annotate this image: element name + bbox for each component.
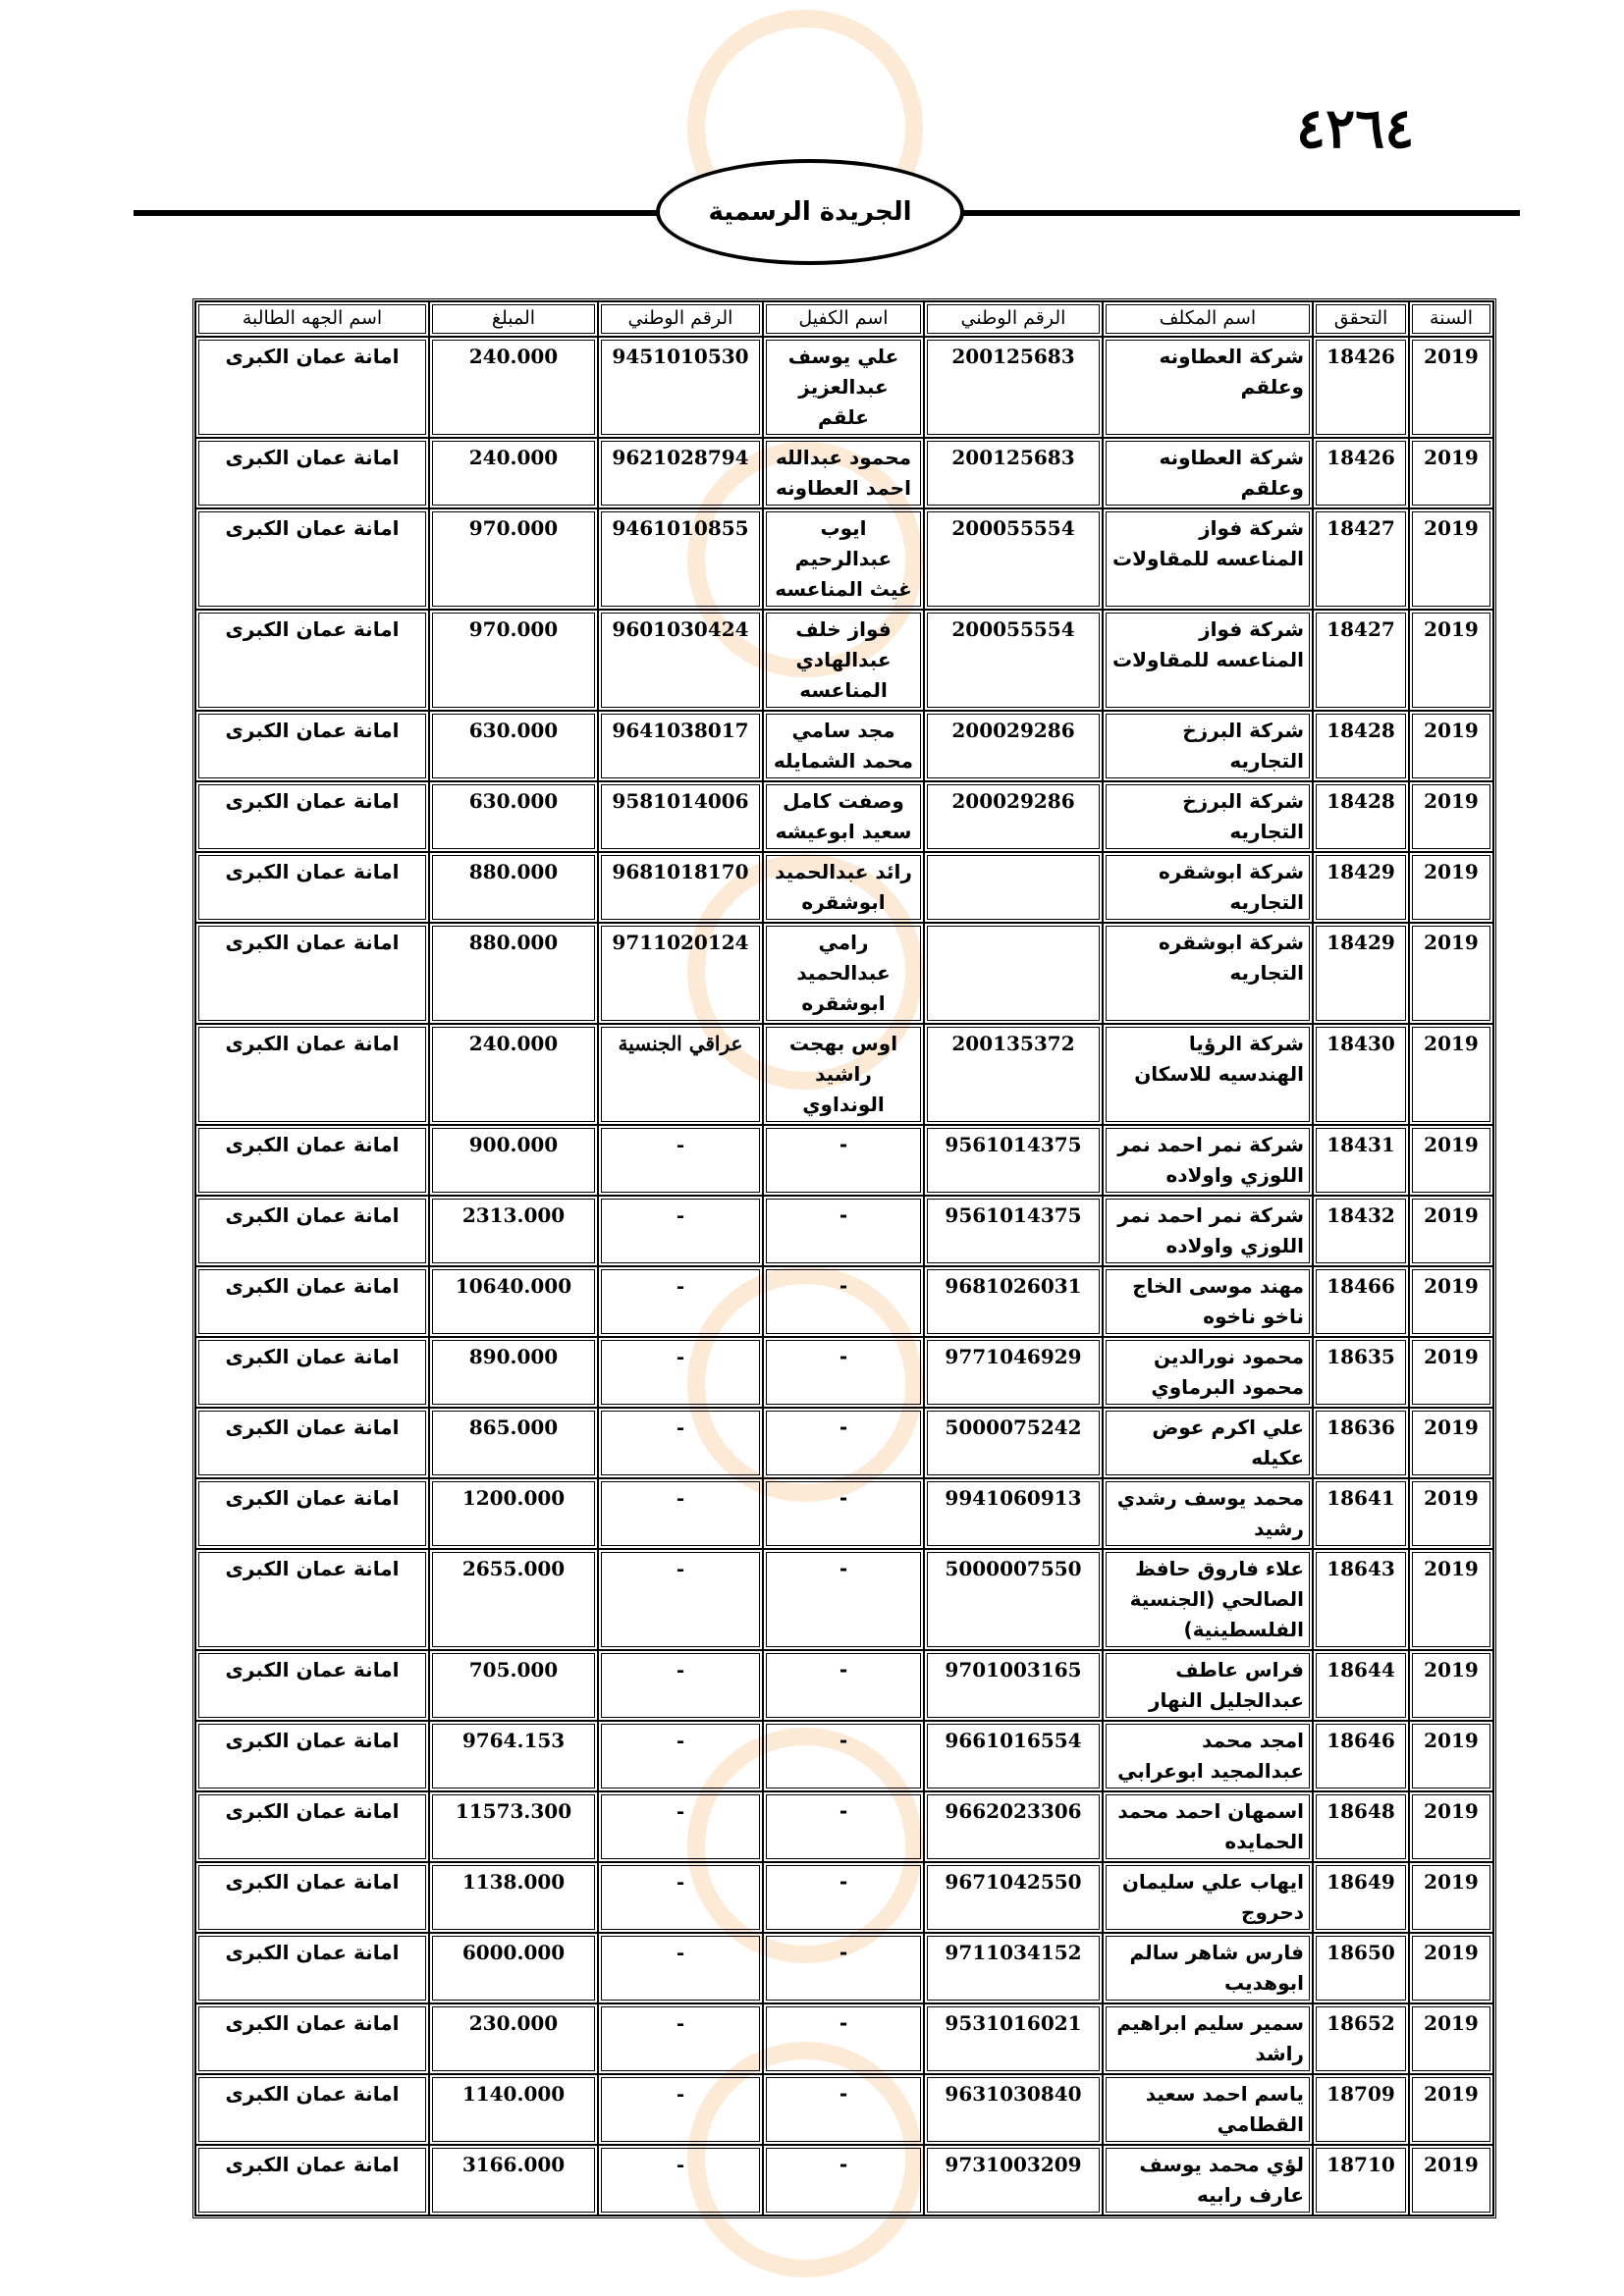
guarantor-name-cell: - — [763, 1933, 924, 2003]
taxpayer-name-cell: ايهاب علي سليمان دحروج — [1103, 1862, 1313, 1933]
amount-cell: 11573.300 — [429, 1791, 598, 1862]
national-id-cell — [924, 852, 1103, 923]
guarantor-national-id-cell: - — [598, 2145, 763, 2216]
year-cell: 2019 — [1409, 2003, 1493, 2074]
table-row — [195, 2145, 1493, 2216]
taxpayer-name-cell: شركة ابوشقره التجاريه — [1103, 852, 1313, 923]
guarantor-national-id-cell: - — [598, 1650, 763, 1721]
amount-cell: 230.000 — [429, 2003, 598, 2074]
verification-cell: 18635 — [1313, 1337, 1409, 1408]
guarantor-name-cell: فواز خلف عبدالهادي المناعسه — [763, 610, 924, 711]
page-number: ٤٢٦٤ — [1296, 96, 1415, 161]
guarantor-name-cell: رامي عبدالحميد ابوشقره — [763, 923, 924, 1024]
taxpayer-name-cell: علاء فاروق حافظ الصالحي (الجنسية الفلسطينية) — [1103, 1549, 1313, 1650]
year-cell: 2019 — [1409, 1933, 1493, 2003]
year-cell: 2019 — [1409, 438, 1493, 508]
year-cell: 2019 — [1409, 2145, 1493, 2216]
verification-cell: 18646 — [1313, 1721, 1409, 1791]
requesting-party-cell: امانة عمان الكبرى — [195, 508, 429, 610]
year-cell: 2019 — [1409, 1862, 1493, 1933]
verification-cell: 18429 — [1313, 852, 1409, 923]
guarantor-name-cell: - — [763, 1721, 924, 1791]
table-row — [195, 1721, 1493, 1791]
taxpayer-name-cell: شركة البرزخ التجاريه — [1103, 781, 1313, 852]
requesting-party-cell: امانة عمان الكبرى — [195, 337, 429, 438]
table-row — [195, 2074, 1493, 2145]
amount-cell: 2655.000 — [429, 1549, 598, 1650]
amount-cell: 1140.000 — [429, 2074, 598, 2145]
requesting-party-cell: امانة عمان الكبرى — [195, 1266, 429, 1337]
verification-cell: 18643 — [1313, 1549, 1409, 1650]
guarantor-national-id-cell: - — [598, 1266, 763, 1337]
table-row — [195, 1862, 1493, 1933]
table-row — [195, 781, 1493, 852]
requesting-party-cell: امانة عمان الكبرى — [195, 2003, 429, 2074]
amount-cell: 240.000 — [429, 438, 598, 508]
amount-cell: 240.000 — [429, 1024, 598, 1125]
year-cell: 2019 — [1409, 1266, 1493, 1337]
year-cell: 2019 — [1409, 2074, 1493, 2145]
amount-cell: 630.000 — [429, 711, 598, 781]
table-row — [195, 923, 1493, 1024]
national-id-cell: 9671042550 — [924, 1862, 1103, 1933]
requesting-party-cell: امانة عمان الكبرى — [195, 923, 429, 1024]
guarantor-name-cell: - — [763, 1650, 924, 1721]
taxpayer-name-cell: ياسم احمد سعيد القطامي — [1103, 2074, 1313, 2145]
requesting-party-cell: امانة عمان الكبرى — [195, 1478, 429, 1549]
taxpayer-name-cell: شركة العطاونه وعلقم — [1103, 337, 1313, 438]
guarantor-national-id-cell: 9461010855 — [598, 508, 763, 610]
requesting-party-cell: امانة عمان الكبرى — [195, 1791, 429, 1862]
table-row — [195, 1125, 1493, 1196]
table-row — [195, 1266, 1493, 1337]
national-id-cell: 9731003209 — [924, 2145, 1103, 2216]
amount-cell: 880.000 — [429, 923, 598, 1024]
guarantor-name-cell: - — [763, 1196, 924, 1266]
header-guarantor-national-id: الرقم الوطني — [598, 301, 763, 337]
guarantor-national-id-cell: عراقي الجنسية — [598, 1024, 763, 1125]
requesting-party-cell: امانة عمان الكبرى — [195, 1721, 429, 1791]
national-id-cell: 9561014375 — [924, 1125, 1103, 1196]
guarantor-national-id-cell: 9711020124 — [598, 923, 763, 1024]
requesting-party-cell: امانة عمان الكبرى — [195, 2074, 429, 2145]
national-id-cell: 200055554 — [924, 610, 1103, 711]
year-cell: 2019 — [1409, 337, 1493, 438]
national-id-cell: 9771046929 — [924, 1337, 1103, 1408]
table-row — [195, 610, 1493, 711]
guarantor-name-cell: مجد سامي محمد الشمايله — [763, 711, 924, 781]
amount-cell: 630.000 — [429, 781, 598, 852]
verification-cell: 18641 — [1313, 1478, 1409, 1549]
header-guarantor-name: اسم الكفيل — [763, 301, 924, 337]
verification-cell: 18426 — [1313, 438, 1409, 508]
year-cell: 2019 — [1409, 1408, 1493, 1478]
national-id-cell: 9631030840 — [924, 2074, 1103, 2145]
amount-cell: 1200.000 — [429, 1478, 598, 1549]
verification-cell: 18428 — [1313, 711, 1409, 781]
guarantor-national-id-cell: 9641038017 — [598, 711, 763, 781]
national-id-cell: 200029286 — [924, 711, 1103, 781]
guarantor-name-cell: - — [763, 1408, 924, 1478]
national-id-cell: 9662023306 — [924, 1791, 1103, 1862]
year-cell: 2019 — [1409, 1721, 1493, 1791]
taxpayer-name-cell: شركة فواز المناعسه للمقاولات — [1103, 610, 1313, 711]
year-cell: 2019 — [1409, 1650, 1493, 1721]
requesting-party-cell: امانة عمان الكبرى — [195, 2145, 429, 2216]
national-id-cell: 200029286 — [924, 781, 1103, 852]
guarantor-name-cell: - — [763, 2145, 924, 2216]
guarantor-national-id-cell: - — [598, 1933, 763, 2003]
national-id-cell: 200135372 — [924, 1024, 1103, 1125]
taxpayer-name-cell: محمود نورالدين محمود البرماوي — [1103, 1337, 1313, 1408]
guarantor-national-id-cell: - — [598, 1337, 763, 1408]
national-id-cell: 9561014375 — [924, 1196, 1103, 1266]
table-row — [195, 1478, 1493, 1549]
year-cell: 2019 — [1409, 508, 1493, 610]
table-row — [195, 1933, 1493, 2003]
gazette-title: الجريدة الرسمية — [708, 197, 912, 227]
requesting-party-cell: امانة عمان الكبرى — [195, 1408, 429, 1478]
amount-cell: 705.000 — [429, 1650, 598, 1721]
guarantor-name-cell: اوس بهجت راشيد الونداوي — [763, 1024, 924, 1125]
taxpayer-name-cell: شركة نمر احمد نمر اللوزي واولاده — [1103, 1125, 1313, 1196]
table-row — [195, 438, 1493, 508]
national-id-cell: 5000075242 — [924, 1408, 1103, 1478]
national-id-cell: 9701003165 — [924, 1650, 1103, 1721]
verification-cell: 18636 — [1313, 1408, 1409, 1478]
amount-cell: 970.000 — [429, 610, 598, 711]
table-row — [195, 1650, 1493, 1721]
verification-cell: 18649 — [1313, 1862, 1409, 1933]
requesting-party-cell: امانة عمان الكبرى — [195, 781, 429, 852]
guarantor-national-id-cell: - — [598, 1478, 763, 1549]
guarantor-national-id-cell: - — [598, 1862, 763, 1933]
national-id-cell: 9661016554 — [924, 1721, 1103, 1791]
national-id-cell: 9531016021 — [924, 2003, 1103, 2074]
taxpayer-name-cell: امجد محمد عبدالمجيد ابوعرابي — [1103, 1721, 1313, 1791]
taxpayer-name-cell: لؤي محمد يوسف عارف رابيه — [1103, 2145, 1313, 2216]
guarantor-national-id-cell: - — [598, 1125, 763, 1196]
taxpayer-name-cell: شركة ابوشقره التجاريه — [1103, 923, 1313, 1024]
verification-cell: 18644 — [1313, 1650, 1409, 1721]
guarantor-name-cell: - — [763, 1791, 924, 1862]
guarantor-national-id-cell: 9621028794 — [598, 438, 763, 508]
year-cell: 2019 — [1409, 1337, 1493, 1408]
guarantor-national-id-cell: - — [598, 1408, 763, 1478]
table-row — [195, 2003, 1493, 2074]
amount-cell: 240.000 — [429, 337, 598, 438]
table-row — [195, 1408, 1493, 1478]
guarantor-national-id-cell: - — [598, 1196, 763, 1266]
header-amount: المبلغ — [429, 301, 598, 337]
guarantor-national-id-cell: - — [598, 2074, 763, 2145]
taxpayer-name-cell: مهند موسى الخاج ناخو ناخوه — [1103, 1266, 1313, 1337]
verification-cell: 18432 — [1313, 1196, 1409, 1266]
taxpayer-name-cell: علي اكرم عوض عكيله — [1103, 1408, 1313, 1478]
guarantor-national-id-cell: 9601030424 — [598, 610, 763, 711]
amount-cell: 2313.000 — [429, 1196, 598, 1266]
guarantor-name-cell: محمود عبدالله احمد العطاونه — [763, 438, 924, 508]
year-cell: 2019 — [1409, 1791, 1493, 1862]
amount-cell: 1138.000 — [429, 1862, 598, 1933]
amount-cell: 3166.000 — [429, 2145, 598, 2216]
table-row — [195, 508, 1493, 610]
year-cell: 2019 — [1409, 781, 1493, 852]
guarantor-national-id-cell: - — [598, 1791, 763, 1862]
guarantor-name-cell: - — [763, 1337, 924, 1408]
requesting-party-cell: امانة عمان الكبرى — [195, 1650, 429, 1721]
verification-cell: 18710 — [1313, 2145, 1409, 2216]
guarantor-name-cell: ايوب عبدالرحيم غيث المناعسه — [763, 508, 924, 610]
verification-cell: 18430 — [1313, 1024, 1409, 1125]
guarantor-national-id-cell: 9681018170 — [598, 852, 763, 923]
taxpayer-name-cell: شركة فواز المناعسه للمقاولات — [1103, 508, 1313, 610]
header-verification: التحقق — [1313, 301, 1409, 337]
guarantor-name-cell: وصفت كامل سعيد ابوعيشه — [763, 781, 924, 852]
year-cell: 2019 — [1409, 1125, 1493, 1196]
year-cell: 2019 — [1409, 1024, 1493, 1125]
guarantor-name-cell: - — [763, 1862, 924, 1933]
requesting-party-cell: امانة عمان الكبرى — [195, 1024, 429, 1125]
amount-cell: 890.000 — [429, 1337, 598, 1408]
taxpayer-name-cell: شركة الرؤيا الهندسيه للاسكان — [1103, 1024, 1313, 1125]
collections-table — [192, 298, 1496, 2218]
verification-cell: 18709 — [1313, 2074, 1409, 2145]
table-row — [195, 1791, 1493, 1862]
verification-cell: 18427 — [1313, 610, 1409, 711]
amount-cell: 880.000 — [429, 852, 598, 923]
table-row — [195, 1024, 1493, 1125]
year-cell: 2019 — [1409, 1549, 1493, 1650]
guarantor-national-id-cell: 9581014006 — [598, 781, 763, 852]
verification-cell: 18650 — [1313, 1933, 1409, 2003]
amount-cell: 865.000 — [429, 1408, 598, 1478]
year-cell: 2019 — [1409, 1196, 1493, 1266]
national-id-cell: 5000007550 — [924, 1549, 1103, 1650]
taxpayer-name-cell: شركة البرزخ التجاريه — [1103, 711, 1313, 781]
header-national-id: الرقم الوطني — [924, 301, 1103, 337]
table-row — [195, 1196, 1493, 1266]
requesting-party-cell: امانة عمان الكبرى — [195, 610, 429, 711]
verification-cell: 18648 — [1313, 1791, 1409, 1862]
requesting-party-cell: امانة عمان الكبرى — [195, 852, 429, 923]
header-year: السنة — [1409, 301, 1493, 337]
national-id-cell — [924, 923, 1103, 1024]
taxpayer-name-cell: فراس عاطف عبدالجليل النهار — [1103, 1650, 1313, 1721]
taxpayer-name-cell: شركة العطاونه وعلقم — [1103, 438, 1313, 508]
table-row — [195, 711, 1493, 781]
verification-cell: 18652 — [1313, 2003, 1409, 2074]
verification-cell: 18427 — [1313, 508, 1409, 610]
table-row — [195, 337, 1493, 438]
table-header-row — [195, 301, 1493, 337]
requesting-party-cell: امانة عمان الكبرى — [195, 1549, 429, 1650]
taxpayer-name-cell: محمد يوسف رشدي رشيد — [1103, 1478, 1313, 1549]
requesting-party-cell: امانة عمان الكبرى — [195, 1862, 429, 1933]
guarantor-name-cell: - — [763, 2074, 924, 2145]
guarantor-national-id-cell: - — [598, 1721, 763, 1791]
guarantor-name-cell: - — [763, 1478, 924, 1549]
requesting-party-cell: امانة عمان الكبرى — [195, 1933, 429, 2003]
year-cell: 2019 — [1409, 852, 1493, 923]
guarantor-national-id-cell: 9451010530 — [598, 337, 763, 438]
year-cell: 2019 — [1409, 923, 1493, 1024]
year-cell: 2019 — [1409, 1478, 1493, 1549]
verification-cell: 18428 — [1313, 781, 1409, 852]
guarantor-name-cell: علي يوسف عبدالعزيز علقم — [763, 337, 924, 438]
taxpayer-name-cell: اسمهان احمد محمد الحمايده — [1103, 1791, 1313, 1862]
national-id-cell: 200125683 — [924, 337, 1103, 438]
verification-cell: 18429 — [1313, 923, 1409, 1024]
amount-cell: 900.000 — [429, 1125, 598, 1196]
requesting-party-cell: امانة عمان الكبرى — [195, 1196, 429, 1266]
guarantor-name-cell: - — [763, 1125, 924, 1196]
guarantor-name-cell: - — [763, 1266, 924, 1337]
national-id-cell: 9711034152 — [924, 1933, 1103, 2003]
requesting-party-cell: امانة عمان الكبرى — [195, 1337, 429, 1408]
requesting-party-cell: امانة عمان الكبرى — [195, 1125, 429, 1196]
national-id-cell: 200125683 — [924, 438, 1103, 508]
taxpayer-name-cell: فارس شاهر سالم ابوهديب — [1103, 1933, 1313, 2003]
guarantor-national-id-cell: - — [598, 2003, 763, 2074]
requesting-party-cell: امانة عمان الكبرى — [195, 438, 429, 508]
taxpayer-name-cell: سمير سليم ابراهيم راشد — [1103, 2003, 1313, 2074]
guarantor-name-cell: رائد عبدالحميد ابوشقره — [763, 852, 924, 923]
year-cell: 2019 — [1409, 610, 1493, 711]
taxpayer-name-cell: شركة نمر احمد نمر اللوزي واولاده — [1103, 1196, 1313, 1266]
table-row — [195, 1549, 1493, 1650]
gazette-title-badge — [656, 159, 964, 265]
header-requesting-party: اسم الجهه الطالبة — [195, 301, 429, 337]
verification-cell: 18466 — [1313, 1266, 1409, 1337]
requesting-party-cell: امانة عمان الكبرى — [195, 711, 429, 781]
national-id-cell: 9941060913 — [924, 1478, 1103, 1549]
national-id-cell: 9681026031 — [924, 1266, 1103, 1337]
verification-cell: 18426 — [1313, 337, 1409, 438]
amount-cell: 9764.153 — [429, 1721, 598, 1791]
amount-cell: 970.000 — [429, 508, 598, 610]
guarantor-name-cell: - — [763, 1549, 924, 1650]
amount-cell: 6000.000 — [429, 1933, 598, 2003]
header-taxpayer-name: اسم المكلف — [1103, 301, 1313, 337]
year-cell: 2019 — [1409, 711, 1493, 781]
national-id-cell: 200055554 — [924, 508, 1103, 610]
guarantor-name-cell: - — [763, 2003, 924, 2074]
table-row — [195, 852, 1493, 923]
guarantor-national-id-cell: - — [598, 1549, 763, 1650]
table-row — [195, 1337, 1493, 1408]
amount-cell: 10640.000 — [429, 1266, 598, 1337]
verification-cell: 18431 — [1313, 1125, 1409, 1196]
